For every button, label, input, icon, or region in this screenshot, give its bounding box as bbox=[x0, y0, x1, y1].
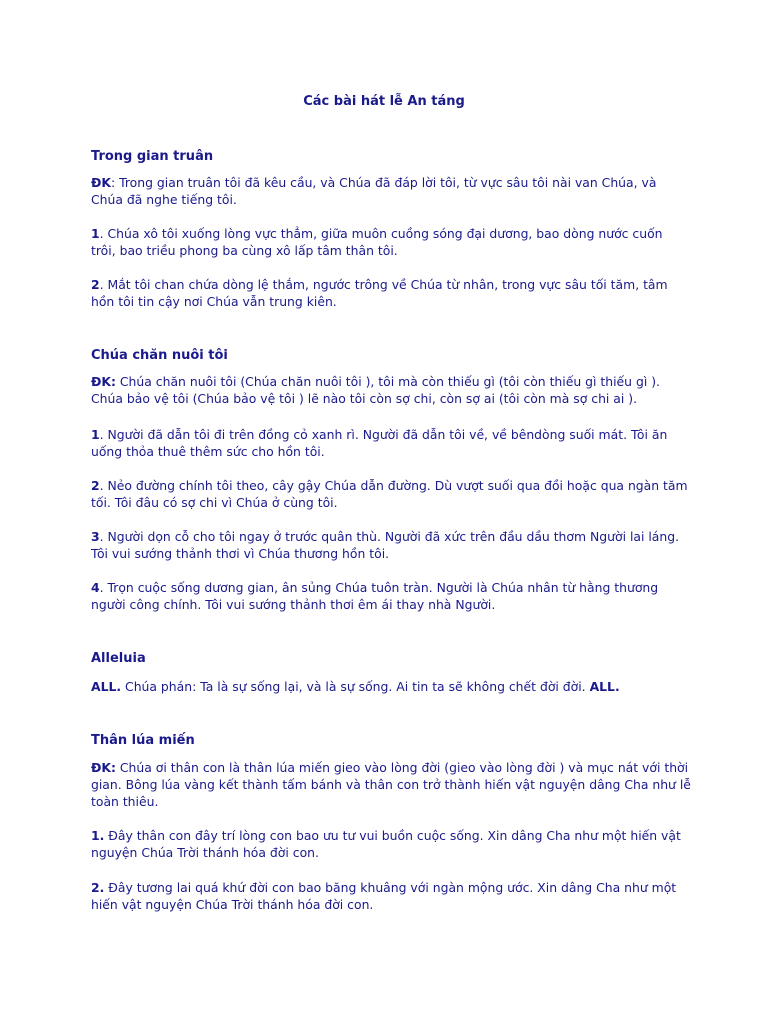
paragraph-label: 4 bbox=[91, 580, 100, 595]
refrain-paragraph bbox=[91, 759, 691, 810]
refrain-paragraph bbox=[91, 373, 691, 407]
verse-paragraph: 2. Nẻo đường chính tôi theo, cây gậy Chúa dẫn đường. Dù vượt suối qua đồi hoặc qua ngàn tăm tối. Tôi đâu có sợ chi vì Chúa ở cùng tôi. bbox=[91, 478, 688, 510]
alleluia-paragraph bbox=[91, 678, 691, 695]
verse-paragraph bbox=[91, 879, 691, 913]
paragraph-trailing-label: ALL. bbox=[589, 679, 620, 694]
paragraph-label: 2 bbox=[91, 277, 100, 292]
paragraph-text: Người đã dẫn tôi đi trên đồng cỏ xanh rì. Người đã dẫn tôi về, về bêndòng suối mát. Tôi ăn uống thỏa thuê thêm sức cho hồn tôi. bbox=[91, 427, 668, 459]
song-title-than-lua-mien: Thân lúa miến bbox=[91, 733, 195, 748]
paragraph-text: Trọn cuộc sống dương gian, ân sủng Chúa tuôn tràn. Người là Chúa nhân từ hằng thương người công chính. Tôi vui sướng thảnh thơi êm ái thay nhà Người. bbox=[91, 580, 659, 612]
paragraph-text: Chúa chăn nuôi tôi (Chúa chăn nuôi tôi ), tôi mà còn thiếu gì (tôi còn thiếu gì thiếu gì ). Chúa bảo vệ tôi (Chúa bảo vệ tôi ) lẽ nào tôi còn sợ chi, còn sợ ai (tôi còn mà sợ chi ai ). bbox=[91, 374, 660, 406]
paragraph-text: Người dọn cỗ cho tôi ngay ở trước quân thù. Người đã xức trên đầu dầu thơm Người lai láng. Tôi vui sướng thảnh thơi vì Chúa thương hồn tôi. bbox=[91, 529, 680, 561]
paragraph-text: Chúa xô tôi xuống lòng vực thẳm, giữa muôn cuồng sóng đại dương, bao dòng nước cuốn trôi, bao triều phong ba cùng xô lấp tâm thân tôi. bbox=[91, 226, 663, 258]
paragraph-text: Mắt tôi chan chứa dòng lệ thắm, ngước trông về Chúa từ nhân, trong vực sâu tối tăm, tâm hồn tôi tin cậy nơi Chúa vẫn trung kiên. bbox=[91, 277, 668, 309]
verse-paragraph: 1. Người đã dẫn tôi đi trên đồng cỏ xanh rì. Người đã dẫn tôi về, về bêndòng suối mát. Tôi ăn uống thỏa thuê thêm sức cho hồn tôi. bbox=[91, 427, 668, 459]
song-title-trong-gian-truan: Trong gian truân bbox=[91, 149, 214, 164]
verse-paragraph: 1. Chúa xô tôi xuống lòng vực thẳm, giữa muôn cuồng sóng đại dương, bao dòng nước cuốn trôi, bao triều phong ba cùng xô lấp tâm thân tôi. bbox=[91, 226, 663, 258]
verse-paragraph bbox=[91, 827, 691, 861]
paragraph-label: ALL. bbox=[91, 679, 122, 694]
paragraph-text: Đây thân con đây trí lòng con bao ưu tư vui buồn cuộc sống. Xin dâng Cha như một hiến vật nguyện Chúa Trời thánh hóa đời con. bbox=[91, 828, 681, 860]
paragraph-label: 2 bbox=[91, 478, 100, 493]
paragraph-text: Chúa ơi thân con là thân lúa miến gieo vào lòng đời (gieo vào lòng đời ) và mục nát với thời gian. Bông lúa vàng kết thành tấm bánh và thân con trở thành hiến vật nguyện dâng Cha như lễ toàn thiêu. bbox=[91, 760, 691, 809]
document-title: Các bài hát lễ An táng bbox=[303, 94, 465, 109]
verse-paragraph: 4. Trọn cuộc sống dương gian, ân sủng Chúa tuôn tràn. Người là Chúa nhân từ hằng thương người công chính. Tôi vui sướng thảnh thơi êm ái thay nhà Người. bbox=[91, 580, 659, 612]
song-title-chua-chan-nuoi-toi: Chúa chăn nuôi tôi bbox=[91, 348, 228, 363]
refrain-paragraph: ĐK: Trong gian truân tôi đã kêu cầu, và Chúa đã đáp lời tôi, từ vực sâu tôi nài van Chúa, và Chúa đã nghe tiếng tôi. bbox=[91, 175, 657, 207]
paragraph-text: Đây tương lai quá khứ đời con bao băng khuâng với ngàn mộng ước. Xin dâng Cha như một hiến vật nguyện Chúa Trời thánh hóa đời con. bbox=[91, 880, 677, 912]
verse-paragraph: 2. Mắt tôi chan chứa dòng lệ thắm, ngước trông về Chúa từ nhân, trong vực sâu tối tăm, tâm hồn tôi tin cậy nơi Chúa vẫn trung kiên. bbox=[91, 277, 668, 309]
paragraph-label: 2. bbox=[91, 880, 105, 895]
paragraph-text: Trong gian truân tôi đã kêu cầu, và Chúa đã đáp lời tôi, từ vực sâu tôi nài van Chúa, và Chúa đã nghe tiếng tôi. bbox=[91, 175, 657, 207]
song-title-alleluia: Alleluia bbox=[91, 651, 146, 666]
paragraph-text: Chúa phán: Ta là sự sống lại, và là sự sống. Ai tin ta sẽ không chết đời đời. bbox=[125, 679, 590, 694]
paragraph-label: 1. bbox=[91, 828, 105, 843]
paragraph-label: 1 bbox=[91, 427, 100, 442]
paragraph-text: Nẻo đường chính tôi theo, cây gậy Chúa dẫn đường. Dù vượt suối qua đồi hoặc qua ngàn tăm tối. Tôi đâu có sợ chi vì Chúa ở cùng tôi. bbox=[91, 478, 688, 510]
paragraph-label: ĐK: bbox=[91, 374, 116, 389]
paragraph-label: ĐK: bbox=[91, 760, 116, 775]
verse-paragraph: 3. Người dọn cỗ cho tôi ngay ở trước quân thù. Người đã xức trên đầu dầu thơm Người lai láng. Tôi vui sướng thảnh thơi vì Chúa thương hồn tôi. bbox=[91, 529, 680, 561]
paragraph-label: 3 bbox=[91, 529, 100, 544]
paragraph-label: ĐK bbox=[91, 175, 111, 190]
paragraph-label: 1 bbox=[91, 226, 100, 241]
